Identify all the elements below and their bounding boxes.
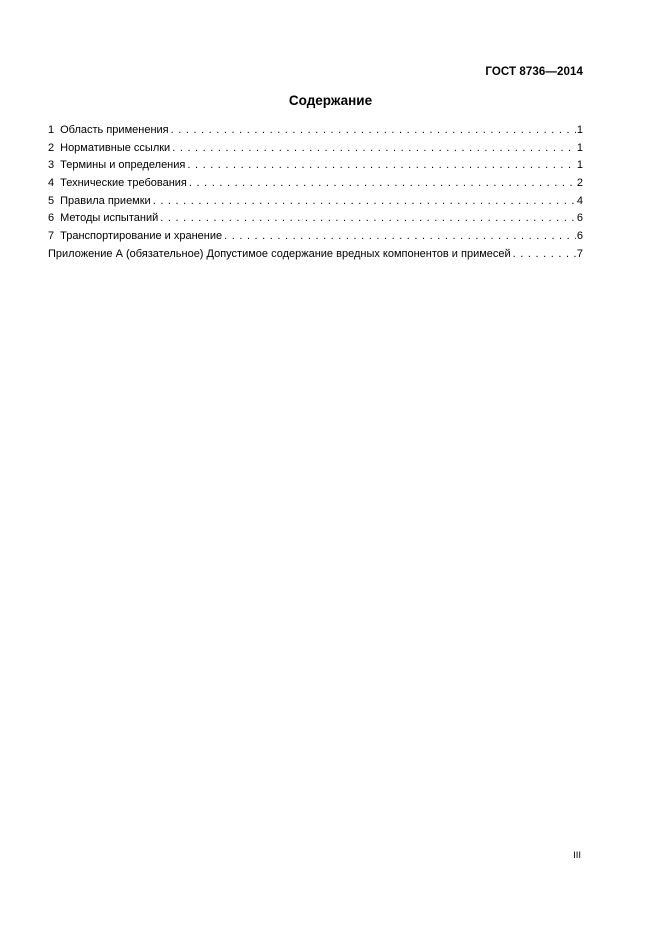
toc-entry-page: 6: [576, 212, 583, 225]
toc-dot-leader: [187, 175, 576, 193]
toc-entry-number: 1: [48, 124, 55, 136]
toc-entry-acceptance-rules[interactable]: [48, 193, 583, 211]
toc-entry-page: 7: [576, 247, 583, 260]
toc-entry-scope[interactable]: [48, 122, 583, 140]
toc-entry-label: Нормативные ссылки: [60, 141, 171, 154]
toc-entry-label: Технические требования: [60, 177, 187, 190]
toc-entry-appendix-a[interactable]: [48, 246, 583, 264]
toc-entry-normative-references[interactable]: [48, 140, 583, 158]
toc-entry-page: 2: [576, 177, 583, 190]
toc-entry-page: 1: [576, 159, 583, 172]
toc-dot-leader: [169, 122, 576, 140]
toc-entry-label: Правила приемки: [60, 194, 151, 207]
toc-entry-page: 4: [576, 194, 583, 207]
toc-dot-leader: [158, 210, 576, 228]
toc-dot-leader: [185, 157, 576, 175]
page-number: III: [573, 850, 581, 861]
toc-entry-page: 1: [576, 141, 583, 154]
toc-entry-page: 6: [576, 230, 583, 243]
toc-entry-test-methods[interactable]: [48, 210, 583, 228]
toc-dot-leader: [222, 228, 576, 246]
document-code: ГОСТ 8736—2014: [485, 66, 583, 78]
toc-entry-technical-requirements[interactable]: [48, 175, 583, 193]
toc-entry-number: 6: [48, 212, 55, 225]
toc-dot-leader: [170, 140, 576, 158]
toc-entry-number: 7: [48, 230, 55, 243]
toc-dot-leader: [151, 193, 576, 211]
toc-entry-page: 1: [576, 124, 583, 136]
toc-entry-terms-definitions[interactable]: [48, 157, 583, 175]
toc-entry-label: Транспортирование и хранение: [60, 230, 223, 243]
table-of-contents: [48, 122, 583, 264]
toc-title: Содержание: [288, 93, 373, 108]
toc-entry-number: 3: [48, 159, 55, 172]
toc-entry-label: Методы испытаний: [60, 212, 159, 225]
toc-entry-number: 2: [48, 141, 55, 154]
toc-entry-transport-storage[interactable]: [48, 228, 583, 246]
toc-entry-label: Область применения: [60, 124, 169, 136]
toc-entry-label: Приложение А (обязательное) Допустимое содержание вредных компонентов и примесей: [48, 247, 511, 260]
toc-entry-label: Термины и определения: [60, 159, 186, 172]
toc-entry-number: 4: [48, 177, 55, 190]
toc-dot-leader: [511, 246, 576, 264]
toc-entry-number: 5: [48, 194, 55, 207]
